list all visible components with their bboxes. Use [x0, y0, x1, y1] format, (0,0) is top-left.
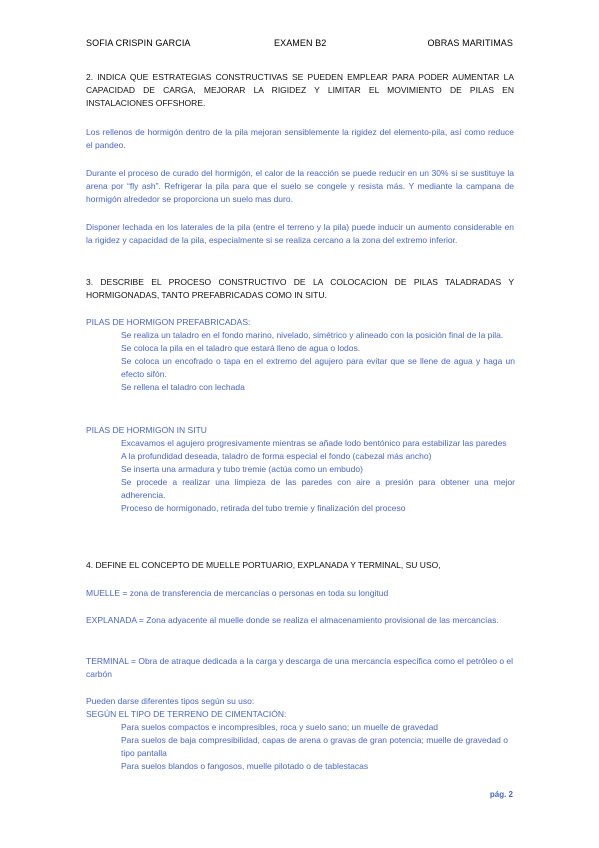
q2-answer-paragraph-3: Disponer lechada en los laterales de la pila (entre el terreno y la pila) puede inducir un aumento considerable en la rigidez y capacidad de la pila, especialmente si se realiza cercano a la zona del extremo inferior. — [86, 222, 514, 245]
definition-explanada: EXPLANADA = Zona adyacente al muelle donde se realiza el almacenamiento provisional de las mercancías. — [86, 615, 499, 625]
header-author: SOFIA CRISPIN GARCIA — [86, 38, 191, 48]
question-2-title: 2. INDICA QUE ESTRATEGIAS CONSTRUCTIVAS SE PUEDEN EMPLEAR PARA PODER AUMENTAR LA CAPACIDAD DE CARGA, MEJORAR LA RIGIDEZ Y LIMITAR EL MOVIMIENTO DE PILAS EN INSTALACIONES OFFSHORE. — [86, 72, 514, 108]
list-item: Para suelos de baja compresibilidad, capas de arena o gravas de gran potencia; muelle de gravedad o tipo pantalla — [121, 735, 508, 758]
list-item: Se coloca un encofrado o tapa en el extremo del agujero para evitar que se llene de agua y haga un efecto sifón. — [121, 356, 515, 379]
header-exam: EXAMEN B2 — [274, 38, 327, 48]
prefab-piles-list — [121, 329, 515, 394]
insitu-piles-list — [121, 437, 515, 515]
list-item: Se coloca la pila en el taladro que estará lleno de agua o lodos. — [121, 343, 361, 353]
list-item: Se procede a realizar una limpieza de las paredes con aire a presión para obtener una mejor adherencia. — [121, 477, 515, 500]
list-item: Se inserta una armadura y tubo tremie (actúa como un embudo) — [121, 464, 363, 474]
list-item: Se realiza un taladro en el fondo marino, nivelado, simétrico y alineado con la posición final de la pila. — [121, 330, 504, 340]
q2-answer-paragraph-1: Los rellenos de hormigón dentro de la pila mejoran sensiblemente la rigidez del elemento-pila, así como reduce el pandeo. — [86, 127, 514, 150]
prefab-piles-heading: PILAS DE HORMIGON PREFABRICADAS: — [86, 317, 251, 327]
header-subject: OBRAS MARITIMAS — [427, 38, 513, 48]
definition-terminal: TERMINAL = Obra de atraque dedicada a la carga y descarga de una mercancía específica como el petróleo o el carbón — [86, 656, 514, 679]
foundation-types-list — [121, 721, 515, 773]
question-4-title: 4. DEFINE EL CONCEPTO DE MUELLE PORTUARIO, EXPLANADA Y TERMINAL, SU USO, — [86, 560, 441, 570]
list-item: Para suelos compactos e incompresibles, roca y suelo sano; un muelle de gravedad — [121, 722, 439, 732]
question-3-title: 3. DESCRIBE EL PROCESO CONSTRUCTIVO DE LA COLOCACION DE PILAS TALADRADAS Y HORMIGONADAS, TANTO PREFABRICADAS COMO IN SITU. — [86, 277, 514, 300]
page-number: pág. 2 — [489, 790, 513, 799]
insitu-piles-heading: PILAS DE HORMIGON IN SITU — [86, 425, 207, 435]
types-intro: Pueden darse diferentes tipos según su uso: — [86, 696, 255, 706]
list-item: Para suelos blandos o fangosos, muelle pilotado o de tablestacas — [121, 761, 369, 771]
q2-answer-paragraph-2: Durante el proceso de curado del hormigón, el calor de la reacción se puede reducir en un 30% si se sustituye la arena por “fly ash”. Refrigerar la pila para que el suelo se congele y resista más. Y mediante la campana de hormigón alrededor se proporciona un suelo mas duro. — [86, 168, 514, 204]
list-item: A la profundidad deseada, taladro de forma especial el fondo (cabezal más ancho) — [121, 451, 432, 461]
definition-muelle: MUELLE = zona de transferencia de mercancías o personas en toda su longitud — [86, 588, 389, 598]
list-item: Excavamos el agujero progresivamente mientras se añade lodo bentónico para estabilizar las paredes — [121, 438, 507, 448]
list-item: Se rellena el taladro con lechada — [121, 382, 245, 392]
types-heading: SEGÚN EL TIPO DE TERRENO DE CIMENTACIÓN: — [86, 709, 287, 719]
list-item: Proceso de hormigonado, retirada del tubo tremie y finalización del proceso — [121, 503, 406, 513]
